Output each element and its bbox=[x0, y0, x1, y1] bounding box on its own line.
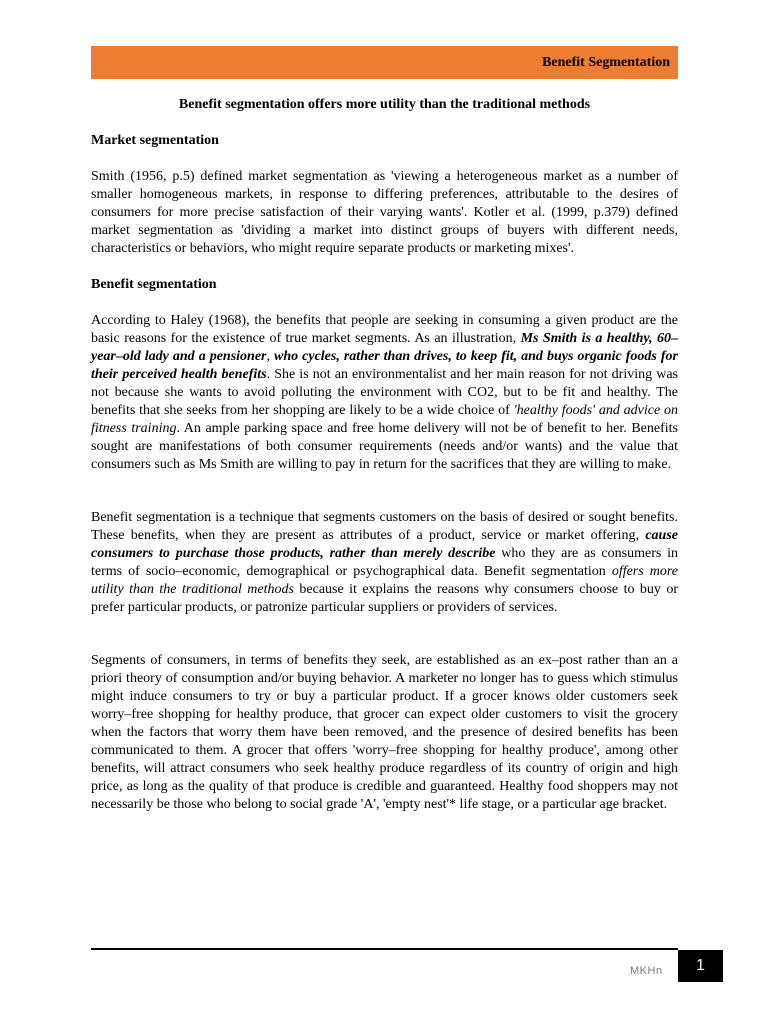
benefit-segmentation-heading: Benefit segmentation bbox=[91, 277, 217, 292]
header-title: Benefit Segmentation bbox=[542, 55, 670, 70]
benefit-paragraph-1 bbox=[91, 312, 678, 474]
p2-emphasis-1: cause consumers to purchase those products, rather than merely describe bbox=[91, 528, 678, 561]
market-segmentation-heading: Market segmentation bbox=[91, 133, 219, 148]
p1-text-2: , bbox=[266, 349, 275, 364]
p1-emphasis-1: Ms Smith is a healthy, 60–year–old lady and a pensioner bbox=[91, 331, 678, 364]
footer-rule bbox=[91, 948, 678, 950]
p2-italic-1: offers more utility than the traditional methods bbox=[91, 564, 678, 597]
p2-text-1: Benefit segmentation is a technique that segments customers on the basis of desired or sought benefits. These benefits, when they are present as attributes of a product, service or market offering, bbox=[91, 510, 678, 543]
p2-text-2: who they are as consumers in terms of socio–economic, demographical or psychographical data. Benefit segmentation bbox=[91, 546, 678, 579]
benefit-paragraph-2 bbox=[91, 509, 678, 617]
footer-author: MKHn bbox=[630, 965, 663, 977]
p2-text-3: because it explains the reasons why consumers choose to buy or prefer particular products, or patronize particular suppliers or providers of services. bbox=[91, 582, 679, 615]
p1-text-3: . She is not an environmentalist and her main reason for not driving was not because she wants to avoid polluting the environment with CO2, but to be fit and healthy. The benefits that she seeks from her shopping are likely to be a wide choice of bbox=[91, 367, 678, 418]
p1-italic-1: 'healthy foods' and advice on fitness training bbox=[91, 403, 678, 436]
document-title: Benefit segmentation offers more utility than the traditional methods bbox=[178, 97, 591, 112]
p1-text-4: . An ample parking space and free home delivery will not be of benefit to her. Benefits sought are manifestations of both consumer requirements (needs and/or wants) and the value that consumers such as Ms Smith are willing to pay in return for the sacrifices that they are willing to make. bbox=[91, 421, 678, 472]
header-bar bbox=[91, 46, 678, 79]
p1-text-1: According to Haley (1968), the benefits that people are seeking in consuming a given product are the basic reasons for the existence of true market segments. As an illustration, bbox=[91, 313, 678, 346]
page-number: 1 bbox=[678, 950, 723, 982]
market-segmentation-paragraph: Smith (1956, p.5) defined market segmentation as 'viewing a heterogeneous market as a number of smaller homogeneous markets, in response to differing preferences, attributable to the desires of consumers for more precise satisfaction of their varying wants'. Kotler et al. (1999, p.379) defined market segmentation as 'dividing a market into distinct groups of buyers with different needs, characteristics or behaviors, who might require separate products or marketing mixes'. bbox=[91, 169, 678, 256]
p1-emphasis-2: who cycles, rather than drives, to keep fit, and buys organic foods for their perceived health benefits bbox=[91, 349, 678, 382]
benefit-paragraph-3: Segments of consumers, in terms of benefits they seek, are established as an ex–post rather than an a priori theory of consumption and/or buying behavior. A marketer no longer has to guess which stimulus might induce consumers to try or buy a particular product. If a grocer knows older customers seek worry–free shopping for healthy produce, that grocer can expect older customers to visit the grocery when the factors that worry them have been removed, and the presence of desired benefits has been communicated to them. A grocer that offers 'worry–free shopping for healthy produce', among other benefits, will attract consumers who seek healthy produce regardless of its country of origin and high price, as long as the quality of that produce is credible and guaranteed. Healthy food shoppers may not necessarily be those who belong to social grade 'A', 'empty nest'* life stage, or a particular age bracket. bbox=[91, 653, 678, 812]
